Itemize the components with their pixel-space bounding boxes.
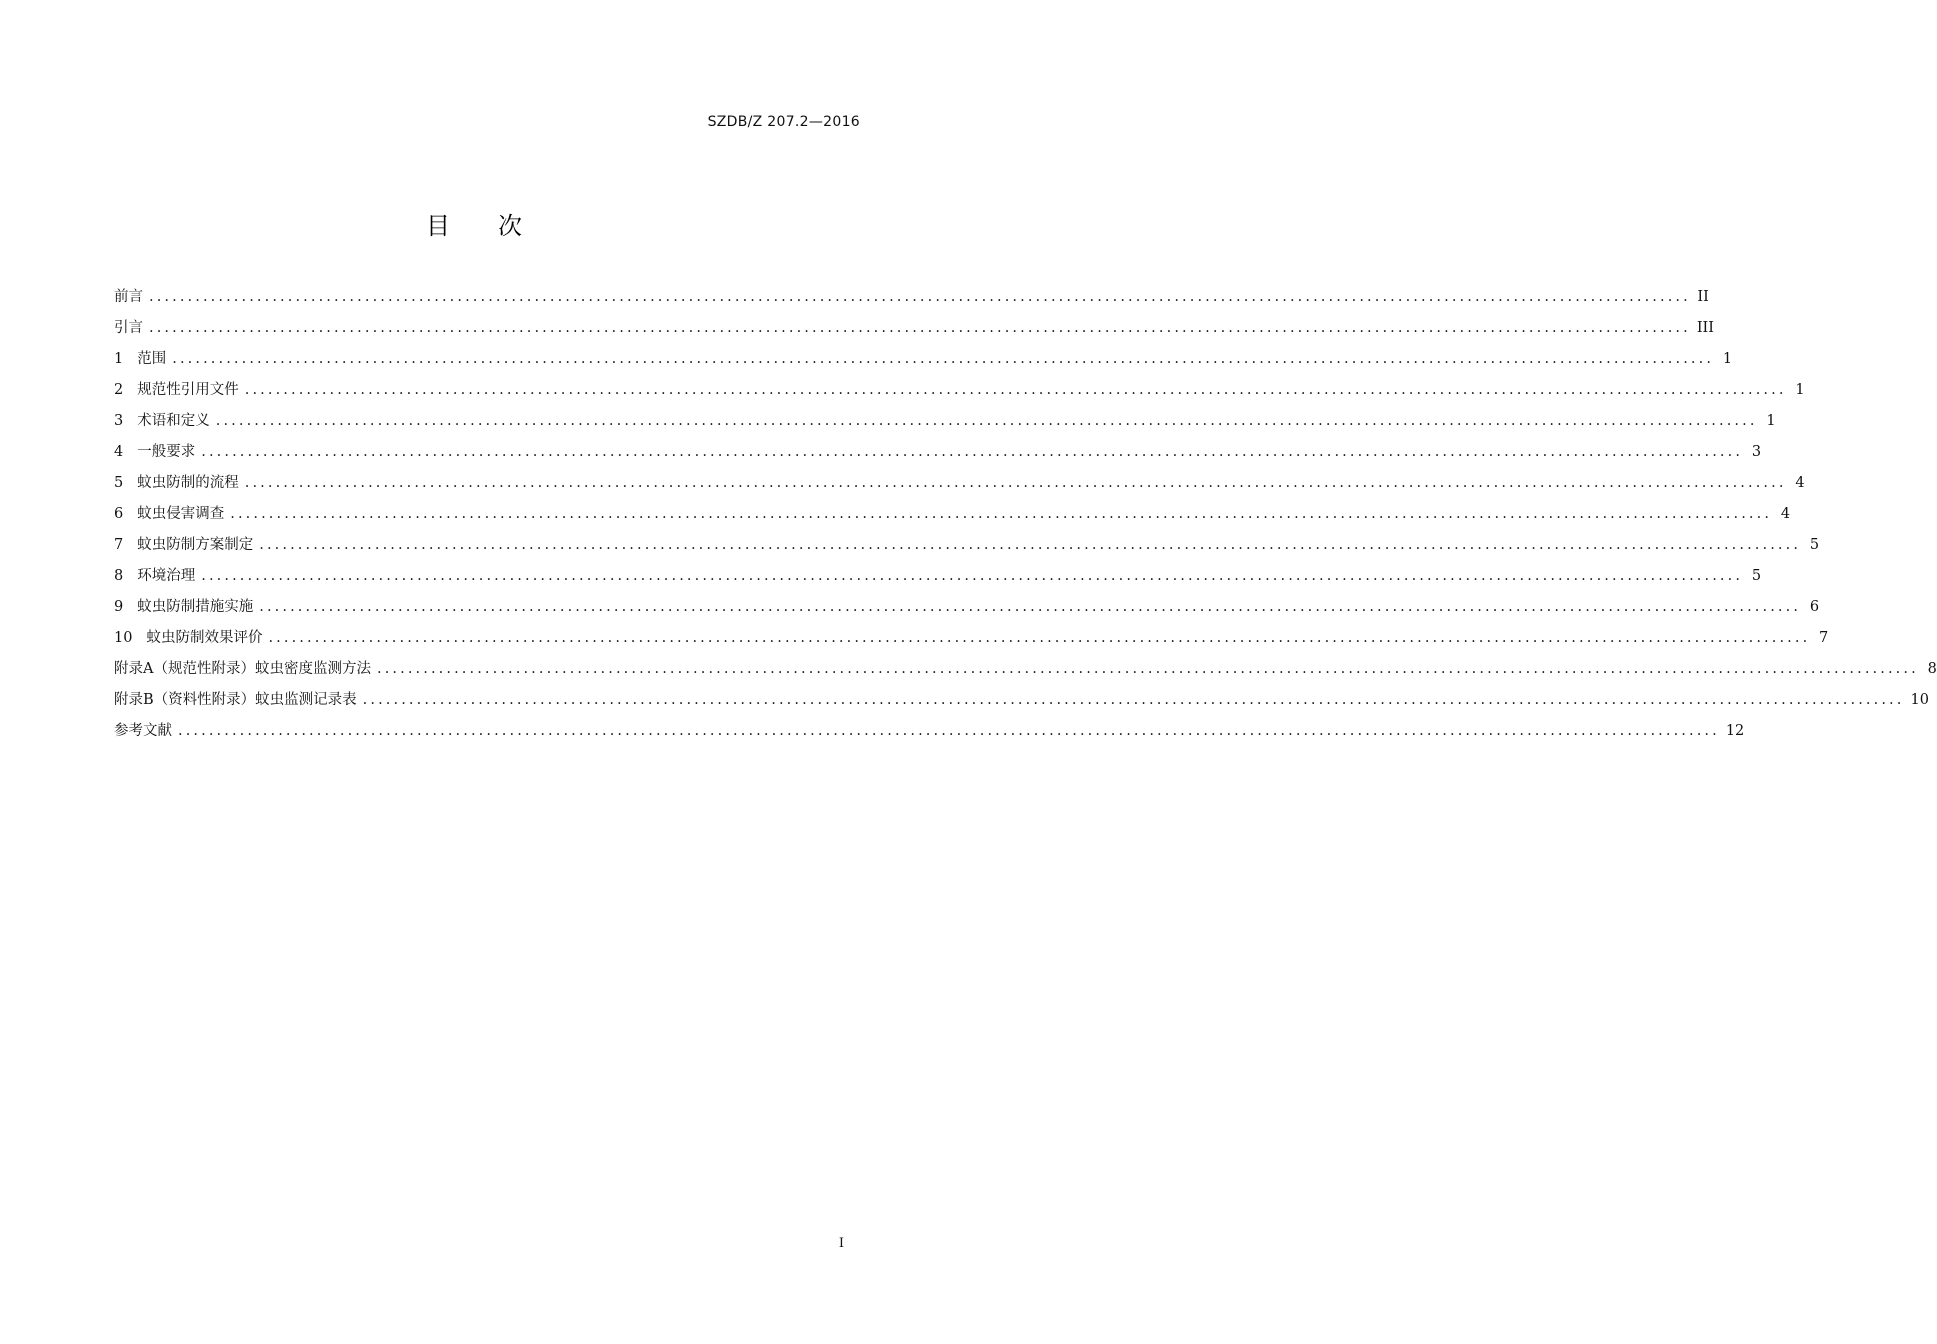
toc-entry-label: 附录A（规范性附录） (114, 661, 255, 677)
toc-entry-section-10[interactable] (114, 623, 1829, 654)
toc-entry-number: 2 (114, 382, 124, 398)
toc-leader-dots: ........................................................................................................................................................................................................ (268, 630, 1811, 646)
toc-entry-page: 6 (1809, 599, 1820, 615)
toc-entry-section-7[interactable] (114, 530, 1820, 561)
toc-entry-page: 5 (1809, 537, 1820, 553)
toc-leader-dots: ........................................................................................................................................................................................................ (259, 599, 1802, 615)
toc-title-part1: 目 (426, 212, 452, 240)
toc-entry-page: II (1697, 289, 1709, 305)
toc-title-part2: 次 (498, 212, 524, 240)
toc-leader-dots: ........................................................................................................................................................................................................ (215, 413, 1758, 429)
toc-entry-sublabel: 蚊虫监测记录表 (255, 692, 357, 708)
toc-entry-number: 9 (114, 599, 124, 615)
toc-entry-section-5[interactable] (114, 468, 1805, 499)
toc-entry-number: 10 (114, 630, 133, 646)
toc-entry-section-6[interactable] (114, 499, 1791, 530)
toc-entry-section-9[interactable] (114, 592, 1820, 623)
toc-title (0, 206, 950, 241)
toc-entry-label: 参考文献 (114, 723, 172, 739)
toc-entry-label: 蚊虫侵害调查 (137, 506, 225, 522)
toc-entry-section-4[interactable] (114, 437, 1762, 468)
toc-entry-number: 1 (114, 351, 124, 367)
document-code: SZDB/Z 207.2—2016 (707, 114, 860, 130)
toc-leader-dots: ........................................................................................................................................................................................................ (259, 537, 1802, 553)
toc-entry-label: 规范性引用文件 (137, 382, 239, 398)
toc-entry-preface[interactable] (114, 282, 1709, 313)
toc-entry-page: III (1696, 320, 1715, 336)
toc-entry-page: 1 (1722, 351, 1733, 367)
toc-leader-dots: ........................................................................................................................................................................................................ (244, 475, 1787, 491)
toc-entry-appendix-b[interactable] (114, 685, 1929, 716)
toc-entry-label: 一般要求 (137, 444, 196, 460)
toc-entry-number: 3 (114, 413, 124, 429)
toc-list (114, 282, 1937, 747)
toc-entry-page: 10 (1910, 692, 1929, 708)
toc-entry-introduction[interactable] (114, 313, 1715, 344)
toc-entry-section-8[interactable] (114, 561, 1762, 592)
page-number: I (838, 1236, 844, 1251)
toc-entry-section-1[interactable] (114, 344, 1733, 375)
toc-entry-label: 蚊虫防制的流程 (137, 475, 239, 491)
toc-entry-label: 引言 (114, 320, 143, 336)
toc-entry-page: 3 (1751, 444, 1762, 460)
toc-entry-section-2[interactable] (114, 375, 1805, 406)
toc-entry-label: 范围 (137, 351, 167, 367)
toc-entry-number: 6 (114, 506, 124, 522)
toc-entry-number: 7 (114, 537, 124, 553)
toc-entry-label: 附录B（资料性附录） (114, 692, 256, 708)
toc-leader-dots: ........................................................................................................................................................................................................ (230, 506, 1773, 522)
toc-leader-dots: ........................................................................................................................................................................................................ (244, 382, 1787, 398)
toc-leader-dots: ........................................................................................................................................................................................................ (201, 568, 1744, 584)
toc-entry-page: 4 (1795, 475, 1805, 491)
toc-entry-label: 蚊虫防制措施实施 (137, 599, 254, 615)
toc-leader-dots: ........................................................................................................................................................................................................ (172, 351, 1715, 367)
toc-entry-number: 5 (114, 475, 124, 491)
toc-entry-label: 术语和定义 (137, 413, 210, 429)
toc-entry-page: 5 (1751, 568, 1762, 584)
toc-entry-page: 1 (1766, 413, 1776, 429)
toc-leader-dots: ........................................................................................................................................................................................................ (201, 444, 1744, 460)
toc-leader-dots: ........................................................................................................................................................................................................ (149, 289, 1691, 305)
toc-entry-label: 环境治理 (137, 568, 196, 584)
toc-entry-number: 8 (114, 568, 124, 584)
toc-leader-dots: ........................................................................................................................................................................................................ (362, 692, 1905, 708)
toc-entry-page: 7 (1819, 630, 1829, 646)
toc-entry-page: 4 (1780, 506, 1791, 522)
toc-entry-number: 4 (114, 444, 124, 460)
toc-leader-dots: ........................................................................................................................................................................................................ (149, 320, 1691, 336)
toc-entry-label: 前言 (114, 289, 143, 305)
toc-entry-label: 蚊虫防制方案制定 (137, 537, 254, 553)
toc-entry-label: 蚊虫防制效果评价 (146, 630, 263, 646)
toc-leader-dots: ........................................................................................................................................................................................................ (376, 661, 1919, 677)
toc-entry-page: 1 (1795, 382, 1805, 398)
toc-entry-page: 8 (1927, 661, 1937, 677)
toc-entry-page: 12 (1725, 723, 1745, 739)
toc-entry-references[interactable] (114, 716, 1745, 747)
toc-entry-appendix-a[interactable] (114, 654, 1937, 685)
toc-entry-section-3[interactable] (114, 406, 1776, 437)
toc-leader-dots: ........................................................................................................................................................................................................ (178, 723, 1720, 739)
toc-entry-sublabel: 蚊虫密度监测方法 (254, 661, 371, 677)
